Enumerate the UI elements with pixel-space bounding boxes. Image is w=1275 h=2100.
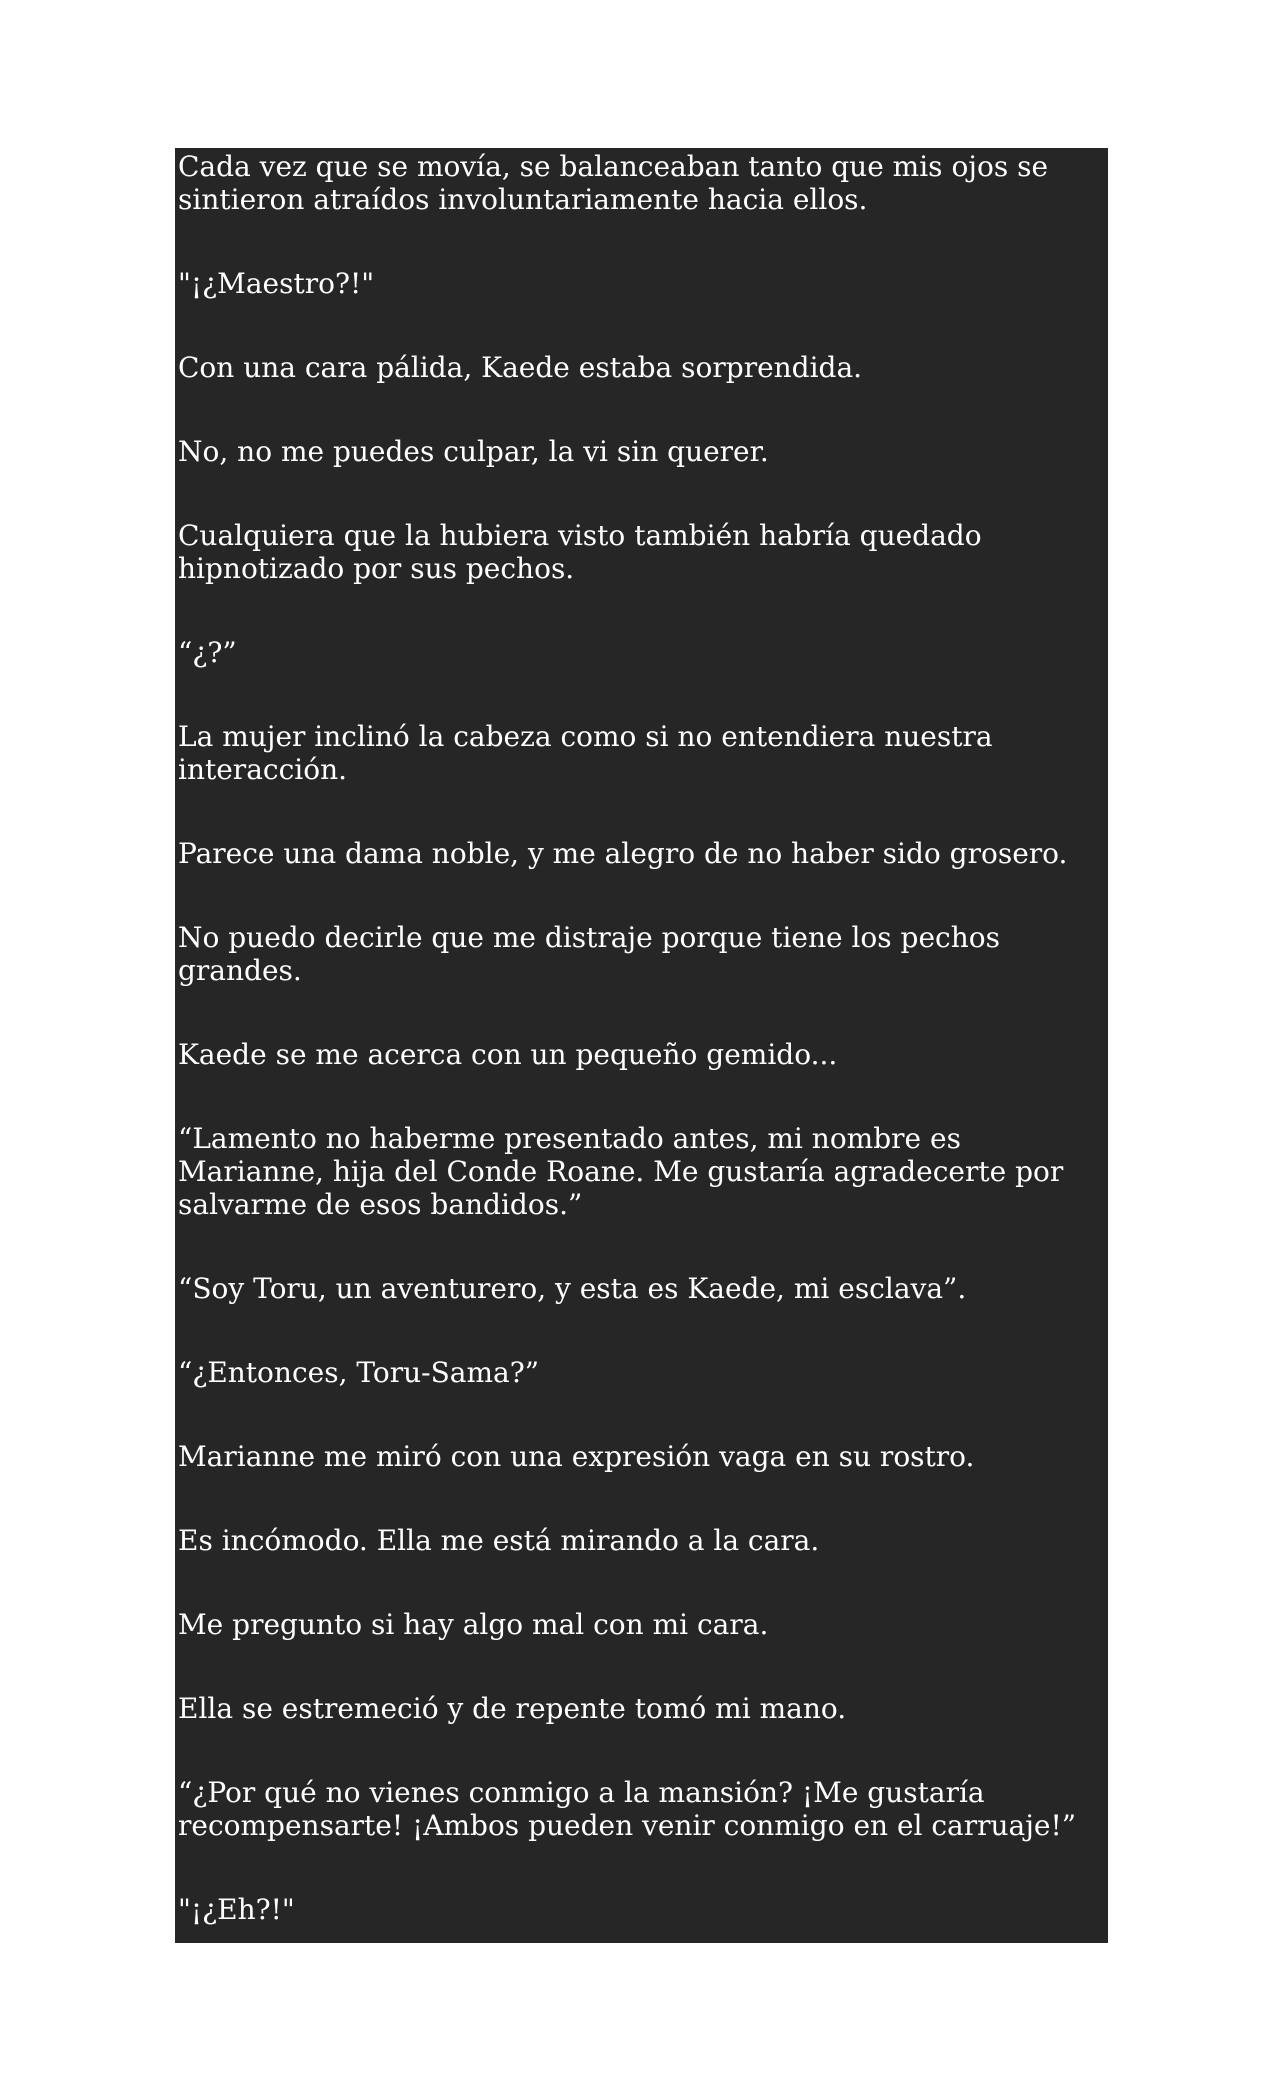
paragraph: Es incómodo. Ella me está mirando a la cara. (178, 1524, 820, 1557)
paragraph: Cualquiera que la hubiera visto también habría quedado hipnotizado por sus pechos. (178, 519, 982, 585)
paragraph: No, no me puedes culpar, la vi sin querer. (178, 435, 769, 468)
paragraph: “Lamento no haberme presentado antes, mi nombre es Marianne, hija del Conde Roane. Me gustaría agradecerte por salvarme de esos bandidos.” (178, 1122, 1064, 1221)
paragraph: “¿Entonces, Toru-Sama?” (178, 1356, 540, 1389)
paragraph: Kaede se me acerca con un pequeño gemido... (178, 1038, 838, 1071)
paragraph: Cada vez que se movía, se balanceaban tanto que mis ojos se sintieron atraídos involuntariamente hacia ellos. (178, 150, 1049, 216)
paragraph: La mujer inclinó la cabeza como si no entendiera nuestra interacción. (178, 720, 993, 786)
paragraph: “¿?” (178, 636, 237, 669)
text-panel (175, 148, 1108, 2010)
paragraph: Me pregunto si hay algo mal con mi cara. (178, 1608, 769, 1641)
paragraph: Con una cara pálida, Kaede estaba sorprendida. (178, 351, 863, 384)
paragraph: "¡¿Eh?!" (178, 1893, 295, 1926)
paragraph: Me apretó la mano y me llevó con ella al carruaje. (178, 1977, 891, 2010)
paragraph: Ella se estremeció y de repente tomó mi mano. (178, 1692, 847, 1725)
paragraph: No puedo decirle que me distraje porque tiene los pechos grandes. (178, 921, 1000, 987)
paragraph: "¡¿Maestro?!" (178, 267, 375, 300)
paragraph: “¿Por qué no vienes conmigo a la mansión? ¡Me gustaría recompensarte! ¡Ambos pueden venir conmigo en el carruaje!” (178, 1776, 1077, 1842)
paragraph: Parece una dama noble, y me alegro de no haber sido grosero. (178, 837, 1068, 870)
paragraph: Marianne me miró con una expresión vaga en su rostro. (178, 1440, 975, 1473)
paragraph: “Soy Toru, un aventurero, y esta es Kaede, mi esclava”. (178, 1272, 967, 1305)
